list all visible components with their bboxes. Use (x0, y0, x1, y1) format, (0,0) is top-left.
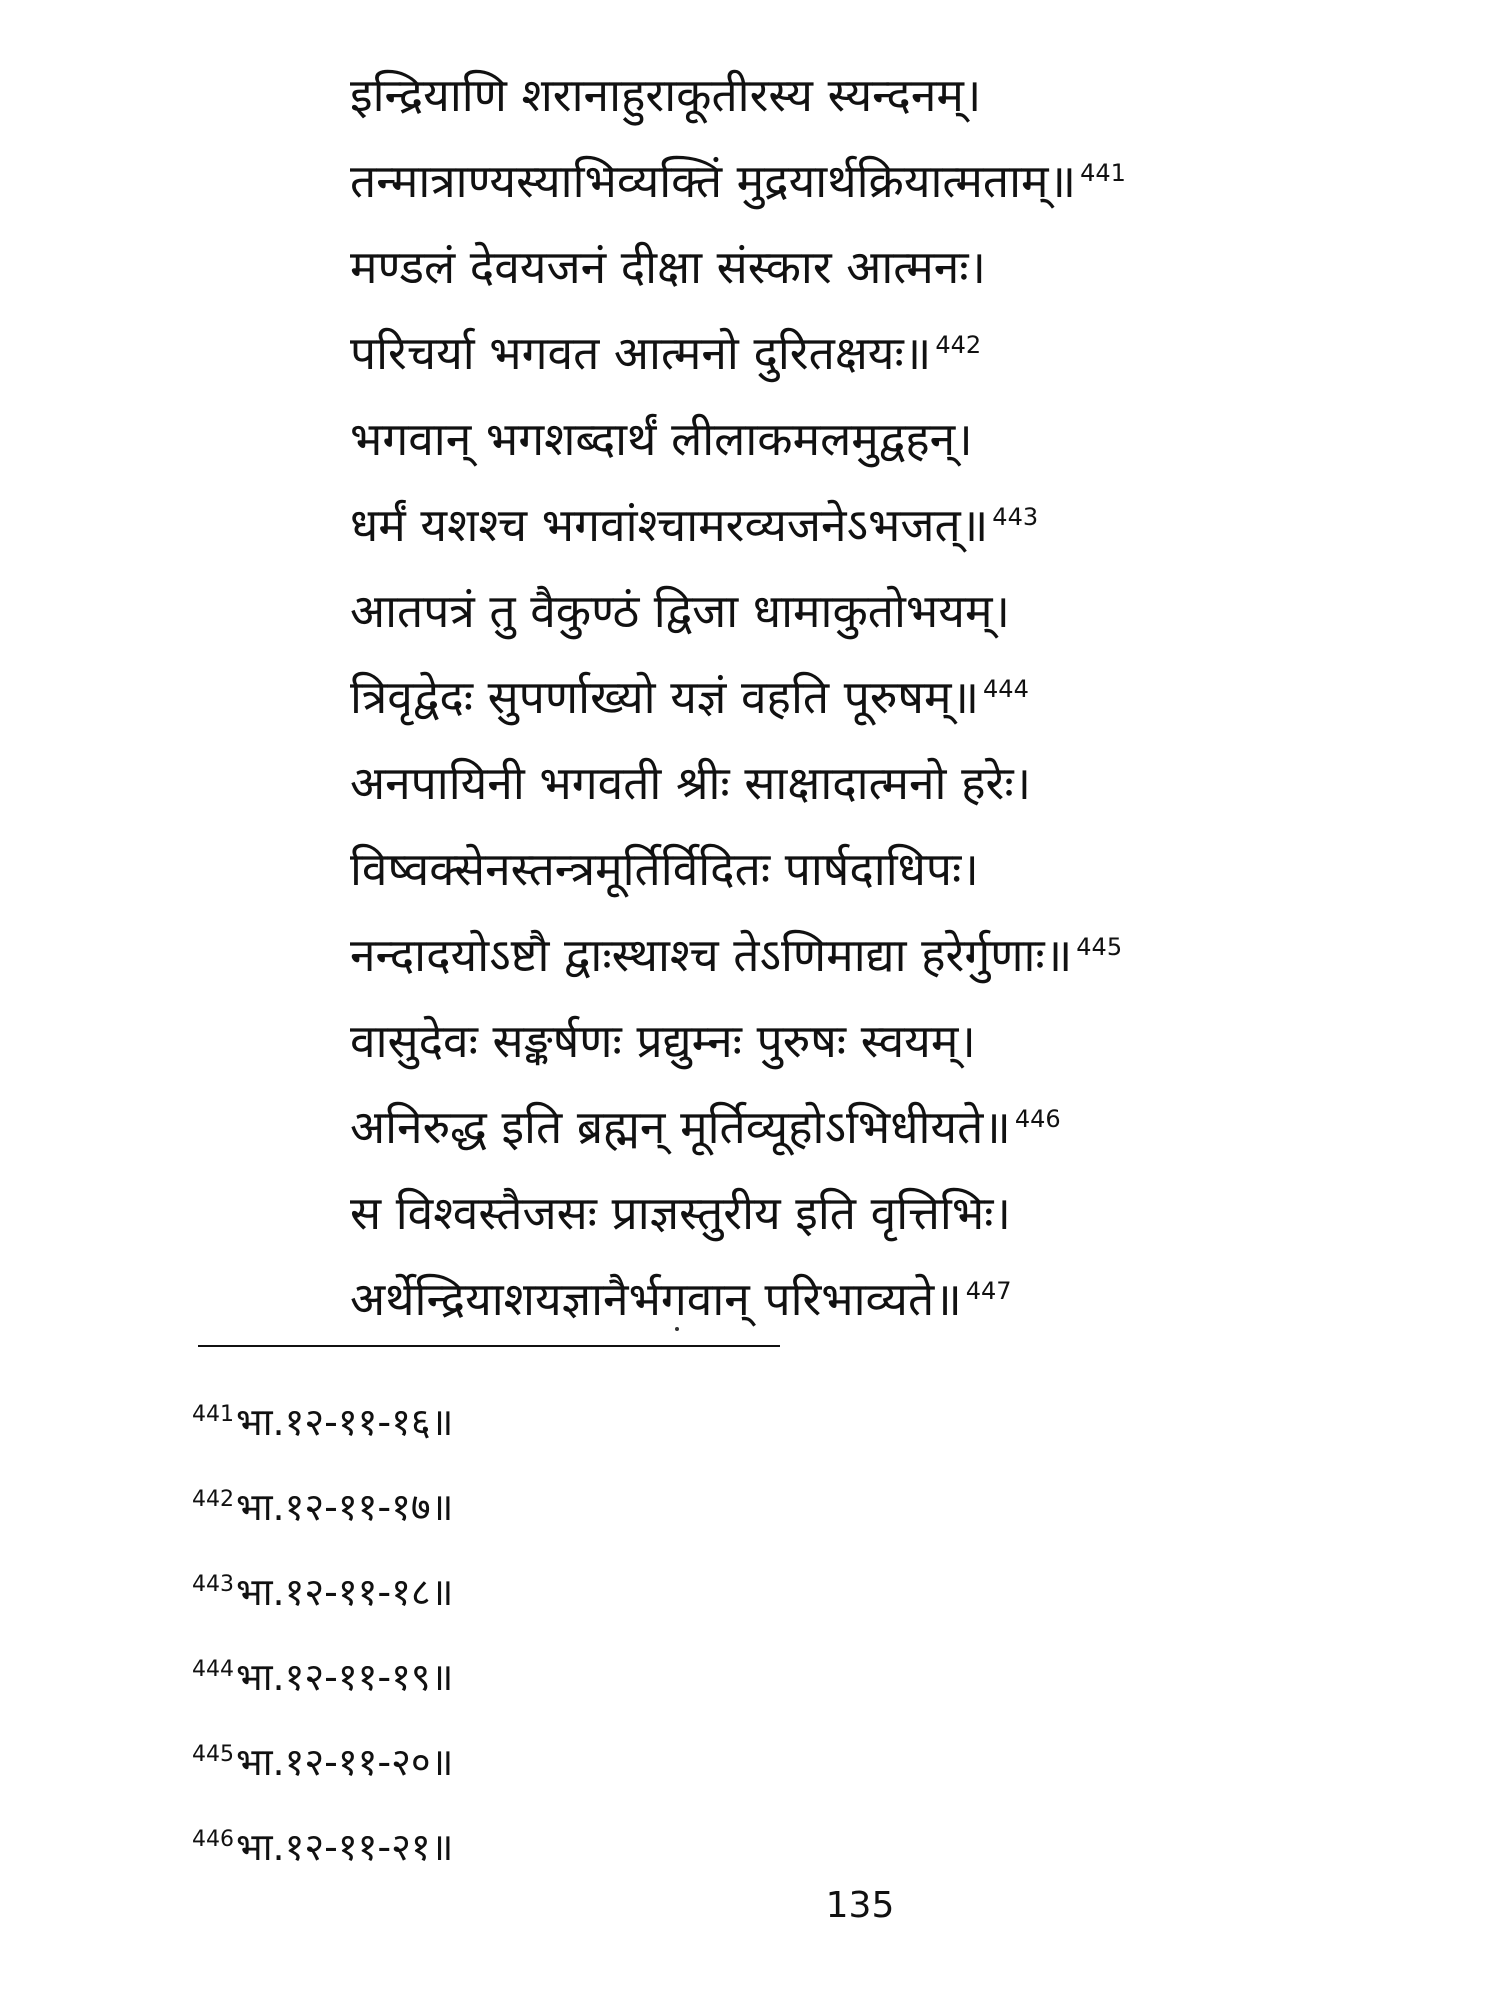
footnote-number: 445 (192, 1742, 234, 1768)
verse-text: तन्मात्राण्यस्याभिव्यक्तिं मुद्रयार्थक्रियात्मताम्॥ (350, 154, 1077, 208)
verse-line-9 (350, 740, 1400, 826)
verse-block (350, 52, 1400, 1342)
verse-line-4 (350, 310, 1400, 396)
footnote (192, 1720, 892, 1805)
verse-text: अनपायिनी भगवती श्रीः साक्षादात्मनो हरेः। (350, 756, 1032, 810)
footnote-text: भा.१२-११-१८॥ (236, 1570, 454, 1614)
footnote-number: 441 (192, 1402, 234, 1428)
verse-text: इन्द्रियाणि शरानाहुराकूतीरस्य स्यन्दनम्। (350, 68, 982, 122)
verse-line-12 (350, 998, 1400, 1084)
footnote-text: भा.१२-११-२१॥ (236, 1825, 454, 1869)
verse-text: त्रिवृद्वेदः सुपर्णाख्यो यज्ञं वहति पूरुषम्॥ (350, 670, 980, 724)
footnote (192, 1465, 892, 1550)
verse-text: भगवान् भगशब्दार्थं लीलाकमलमुद्वहन्। (350, 412, 973, 466)
footnote (192, 1635, 892, 1720)
verse-text: विष्वक्सेनस्तन्त्रमूर्तिर्विदितः पार्षदाधिपः। (350, 842, 979, 896)
page-number: 135 (825, 1885, 895, 1926)
verse-text: धर्मं यशश्च भगवांश्चामरव्यजनेऽभजत्॥ (350, 498, 989, 552)
footnote-ref: 441 (1080, 158, 1126, 187)
verse-line-15 (350, 1256, 1400, 1342)
verse-text: परिचर्या भगवत आत्मनो दुरितक्षयः॥ (350, 326, 932, 380)
verse-text: मण्डलं देवयजनं दीक्षा संस्कार आत्मनः। (350, 240, 986, 294)
footnote-separator (198, 1345, 780, 1347)
verse-line-8 (350, 654, 1400, 740)
footnote-number: 442 (192, 1487, 234, 1513)
verse-line-2 (350, 138, 1400, 224)
footnote-ref: 442 (935, 330, 982, 359)
footnote-number: 446 (192, 1827, 234, 1853)
verse-line-5 (350, 396, 1400, 482)
footnote-text: भा.१२-११-१७॥ (236, 1485, 454, 1529)
footnote-ref: 447 (965, 1276, 1012, 1305)
verse-text: आतपत्रं तु वैकुण्ठं द्विजा धामाकुतोभयम्। (350, 584, 1010, 638)
footnote (192, 1805, 892, 1890)
verse-line-3 (350, 224, 1400, 310)
speck-mark (675, 1327, 679, 1331)
verse-line-6 (350, 482, 1400, 568)
verse-line-7 (350, 568, 1400, 654)
footnote-number: 443 (192, 1572, 234, 1598)
verse-text: अर्थेन्द्रियाशयज्ञानैर्भगवान् परिभाव्यते॥ (350, 1272, 962, 1326)
footnote-ref: 443 (992, 502, 1039, 531)
footnotes (192, 1380, 892, 1890)
verse-text: अनिरुद्ध इति ब्रह्मन् मूर्तिव्यूहोऽभिधीयते॥ (350, 1100, 1011, 1154)
verse-text: वासुदेवः सङ्कर्षणः प्रद्युम्नः पुरुषः स्वयम्। (350, 1014, 976, 1068)
verse-text: नन्दादयोऽष्टौ द्वाःस्थाश्च तेऽणिमाद्या हरेर्गुणाः॥ (350, 928, 1073, 982)
verse-line-11 (350, 912, 1400, 998)
verse-line-13 (350, 1084, 1400, 1170)
verse-line-10 (350, 826, 1400, 912)
verse-text: स विश्वस्तैजसः प्राज्ञस्तुरीय इति वृत्तिभिः। (350, 1186, 1011, 1240)
footnote (192, 1550, 892, 1635)
footnote-text: भा.१२-११-१६॥ (236, 1400, 454, 1444)
footnote-ref: 445 (1076, 932, 1123, 961)
footnote-ref: 444 (983, 674, 1029, 703)
footnote-text: भा.१२-११-१९॥ (236, 1655, 454, 1699)
footnote-text: भा.१२-११-२०॥ (236, 1740, 454, 1784)
footnote (192, 1380, 892, 1465)
verse-line-1 (350, 52, 1400, 138)
footnote-number: 444 (192, 1657, 234, 1683)
footnote-ref: 446 (1014, 1104, 1061, 1133)
verse-line-14 (350, 1170, 1400, 1256)
